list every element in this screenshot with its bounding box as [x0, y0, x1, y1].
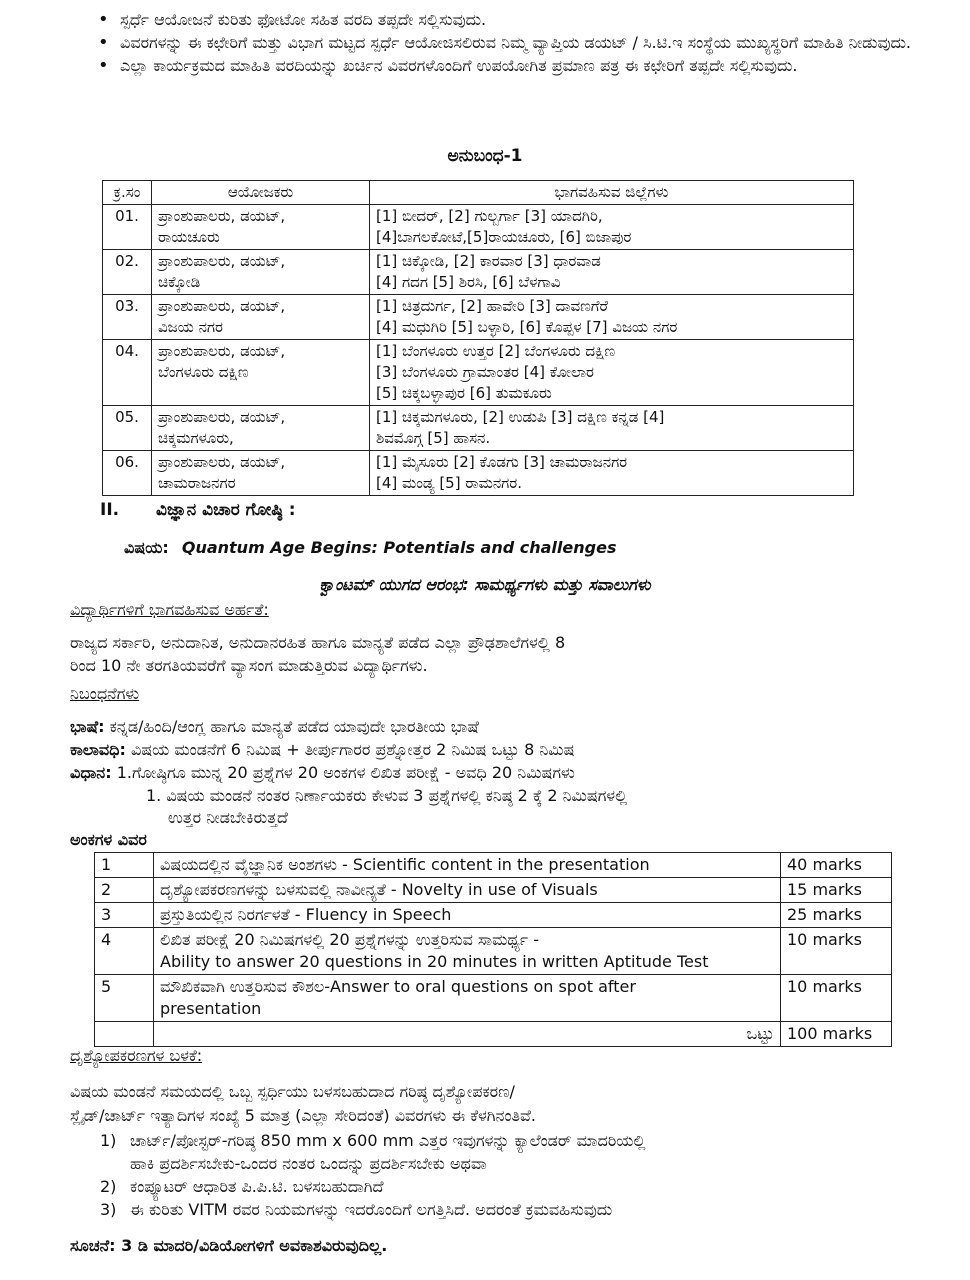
- method-rule: [70, 763, 575, 783]
- table-row: [103, 250, 854, 295]
- row-description: [154, 928, 781, 975]
- language-rule: [70, 717, 479, 737]
- duration-text: ವಿಷಯ ಮಂಡನೆಗೆ 6 ನಿಮಿಷ + ತೀರ್ಪುಗಾರರ ಪ್ರಶ್ನೋತ್ತರ 2 ನಿಮಿಷ ಒಟ್ಟು 8 ನಿಮಿಷ: [130, 740, 575, 759]
- marks-table: [94, 852, 892, 1047]
- row-serial: 3: [95, 903, 154, 928]
- eligibility-text-line: ರಾಜ್ಯದ ಸರ್ಕಾರಿ, ಅನುದಾನಿತ, ಅನುದಾನರಹಿತ ಹಾಗೂ ಮಾನ್ಯತೆ ಪಡೆದ ಎಲ್ಲಾ ಪ್ರೌಢಶಾಲೆಗಳಲ್ಲಿ 8: [70, 633, 566, 652]
- total-marks: 100 marks: [781, 1022, 892, 1047]
- organizer-line: ಪ್ರಾಂಶುಪಾಲರು, ಡಯಟ್,: [158, 297, 286, 315]
- duration-label: ಕಾಲಾವಧಿ:: [70, 740, 126, 759]
- eligibility-text-line: ರಿಂದ 10 ನೇ ತರಗತಿಯವರೆಗೆ ವ್ಯಾಸಂಗ ಮಾಡುತ್ತಿರುವ ವಿದ್ಯಾರ್ಥಿಗಳು.: [70, 656, 428, 675]
- row-description: [154, 975, 781, 1022]
- note-text: ಸೂಚನೆ: 3 ಡಿ ಮಾದರಿ/ವಿಡಿಯೋಗಳಿಗೆ ಅವಕಾಶವಿರುವುದಿಲ್ಲ.: [70, 1236, 388, 1255]
- intro-bullet: • ವಿವರಗಳನ್ನು ಈ ಕಛೇರಿಗೆ ಮತ್ತು ವಿಭಾಗ ಮಟ್ಟದ ಸ್ಪರ್ಧೆ ಆಯೋಜಿಸಲಿರುವ ನಿಮ್ಮ ವ್ಯಾಪ್ತಿಯ ಡಯಟ್ / ಸಿ.ಟಿ.ಇ ಸಂಸ್ಥೆಯ ಮುಖ್ಯಸ್ಥರಿಗೆ ಮಾಹಿತಿ ನೀಡುವುದು.: [90, 31, 920, 54]
- intro-bullet-list: [90, 8, 920, 77]
- visuals-item-number: 1): [100, 1131, 117, 1150]
- table-row: [95, 903, 892, 928]
- duration-rule: [70, 740, 574, 760]
- table-row: [103, 406, 854, 451]
- section-number: II.: [100, 500, 120, 520]
- visuals-item-line: ಈ ಕುರಿತು VITM ರವರ ನಿಯಮಗಳನ್ನು ಇದರೊಂದಿಗೆ ಲಗತ್ತಿಸಿದೆ. ಅದರಂತೆ ಕ್ರಮವಹಿಸುವುದು: [130, 1200, 613, 1219]
- district-line: [1] ಬೀದರ್, [2] ಗುಲ್ಬರ್ಗಾ [3] ಯಾದಗಿರಿ,: [376, 207, 603, 225]
- description-line: ಪ್ರಸ್ತುತಿಯಲ್ಲಿನ ನಿರರ್ಗಳತೆ - Fluency in Speech: [160, 905, 452, 924]
- row-organizer: [152, 295, 370, 340]
- district-line: [1] ಚಿಕ್ಕೋಡಿ, [2] ಕಾರವಾರ [3] ಧಾರವಾಡ: [376, 252, 601, 270]
- intro-bullet: • ಸ್ಪರ್ಧೆ ಆಯೋಜನೆ ಕುರಿತು ಫೋಟೋ ಸಹಿತ ವರದಿ ತಪ್ಪದೇ ಸಲ್ಲಿಸುವುದು.: [90, 8, 920, 31]
- organizer-line: ಪ್ರಾಂಶುಪಾಲರು, ಡಯಟ್,: [158, 453, 286, 471]
- rules-heading: ನಿಬಂಧನೆಗಳು: [70, 684, 140, 703]
- row-serial: 06.: [103, 451, 152, 496]
- annex-title: ಅನುಬಂಧ-1: [447, 146, 523, 166]
- col-header-serial: ಕ್ರ.ಸಂ: [103, 181, 152, 205]
- subject-kannada: ಕ್ವಾಂಟಮ್ ಯುಗದ ಆರಂಭ: ಸಾಮರ್ಥ್ಯಗಳು ಮತ್ತು ಸವಾಲುಗಳು: [319, 575, 651, 594]
- method-subpoint-line: ಉತ್ತರ ನೀಡಬೇಕಿರುತ್ತದೆ: [168, 808, 288, 827]
- visuals-heading: ದೃಶ್ಯೋಪಕರಣಗಳ ಬಳಕೆ:: [70, 1046, 203, 1065]
- row-serial: 4: [95, 928, 154, 975]
- organizer-line: ರಾಯಚೂರು: [158, 228, 220, 246]
- row-description: [154, 853, 781, 878]
- description-line: Ability to answer 20 questions in 20 minutes in written Aptitude Test: [160, 952, 709, 971]
- eligibility-heading: ವಿದ್ಯಾರ್ಥಿಗಳಿಗೆ ಭಾಗವಹಿಸುವ ಅರ್ಹತೆ:: [70, 600, 269, 619]
- district-line: [1] ಮೈಸೂರು [2] ಕೊಡಗು [3] ಚಾಮರಾಜನಗರ: [376, 453, 628, 471]
- row-marks: 10 marks: [781, 975, 892, 1022]
- district-line: [4]ಬಾಗಲಕೋಟೆ,[5]ರಾಯಚೂರು, [6] ಬಿಜಾಪುರ: [376, 228, 632, 246]
- district-line: [3] ಬೆಂಗಳೂರು ಗ್ರಾಮಾಂತರ [4] ಕೋಲಾರ: [376, 363, 594, 381]
- table-total-row: [95, 1022, 892, 1047]
- organizer-line: ಪ್ರಾಂಶುಪಾಲರು, ಡಯಟ್,: [158, 342, 286, 360]
- row-districts: [370, 250, 854, 295]
- total-label: ಒಟ್ಟು: [154, 1022, 781, 1047]
- row-description: [154, 903, 781, 928]
- annex-table: [102, 180, 854, 496]
- table-row: [95, 878, 892, 903]
- section-title: ವಿಜ್ಞಾನ ವಿಚಾರ ಗೋಷ್ಠಿ :: [156, 500, 296, 520]
- row-serial: 02.: [103, 250, 152, 295]
- organizer-line: ಪ್ರಾಂಶುಪಾಲರು, ಡಯಟ್,: [158, 252, 286, 270]
- col-header-districts: ಭಾಗವಹಿಸುವ ಜಿಲ್ಲೆಗಳು: [370, 181, 854, 205]
- row-serial: 2: [95, 878, 154, 903]
- description-line: ದೃಶ್ಯೋಪಕರಣಗಳನ್ನು ಬಳಸುವಲ್ಲಿ ನಾವೀನ್ಯತೆ - Novelty in use of Visuals: [160, 880, 598, 899]
- district-line: [4] ಮಂಡ್ಯ [5] ರಾಮನಗರ.: [376, 474, 522, 492]
- row-serial: 1: [95, 853, 154, 878]
- row-districts: [370, 340, 854, 406]
- visuals-intro-line: ಸ್ಲೈಡ್/ಚಾರ್ಟ್ ಇತ್ಯಾದಿಗಳ ಸಂಖ್ಯೆ 5 ಮಾತ್ರ (ಎಲ್ಲಾ ಸೇರಿದಂತೆ) ವಿವರಗಳು ಈ ಕೆಳಗಿನಂತಿವೆ.: [70, 1106, 537, 1125]
- row-marks: 25 marks: [781, 903, 892, 928]
- visuals-item-line: ಕಂಪ್ಯೂಟರ್ ಆಧಾರಿತ ಪಿ.ಪಿ.ಟಿ. ಬಳಸಬಹುದಾಗಿದೆ: [130, 1177, 384, 1196]
- description-line: ಲಿಖಿತ ಪರೀಕ್ಷೆ 20 ನಿಮಿಷಗಳಲ್ಲಿ 20 ಪ್ರಶ್ನೆಗಳನ್ನು ಉತ್ತರಿಸುವ ಸಾಮರ್ಥ್ಯ -: [160, 930, 539, 949]
- row-serial: 01.: [103, 205, 152, 250]
- table-row: [95, 975, 892, 1022]
- description-line: ಮೌಖಿಕವಾಗಿ ಉತ್ತರಿಸುವ ಕೌಶಲ-Answer to oral questions on spot after: [160, 977, 636, 996]
- organizer-line: ಪ್ರಾಂಶುಪಾಲರು, ಡಯಟ್,: [158, 207, 286, 225]
- visuals-intro-line: ವಿಷಯ ಮಂಡನೆ ಸಮಯದಲ್ಲಿ ಒಬ್ಬ ಸ್ಪರ್ಧಿಯು ಬಳಸಬಹುದಾದ ಗರಿಷ್ಠ ದೃಶ್ಯೋಪಕರಣ/: [70, 1082, 515, 1101]
- row-districts: [370, 295, 854, 340]
- row-serial: 04.: [103, 340, 152, 406]
- organizer-line: ಪ್ರಾಂಶುಪಾಲರು, ಡಯಟ್,: [158, 408, 286, 426]
- table-row: [95, 928, 892, 975]
- row-organizer: [152, 406, 370, 451]
- table-row: [103, 340, 854, 406]
- visuals-item-number: 3): [100, 1200, 117, 1219]
- row-serial: 03.: [103, 295, 152, 340]
- row-organizer: [152, 340, 370, 406]
- row-marks: 40 marks: [781, 853, 892, 878]
- description-line: ವಿಷಯದಲ್ಲಿನ ವೈಜ್ಞಾನಿಕ ಅಂಶಗಳು - Scientific content in the presentation: [160, 855, 650, 874]
- visuals-item-line: ಚಾರ್ಟ್/ಪೋಸ್ಟರ್-ಗರಿಷ್ಠ 850 mm x 600 mm ಎತ್ತರ ಇವುಗಳನ್ನು ಕ್ಯಾಲೆಂಡರ್ ಮಾದರಿಯಲ್ಲಿ: [130, 1131, 646, 1150]
- annex-table-header-row: [103, 181, 854, 205]
- language-text: ಕನ್ನಡ/ಹಿಂದಿ/ಆಂಗ್ಲ ಹಾಗೂ ಮಾನ್ಯತೆ ಪಡೆದ ಯಾವುದೇ ಭಾರತೀಯ ಭಾಷೆ: [109, 717, 479, 736]
- organizer-line: ಬೆಂಗಳೂರು ದಕ್ಷಿಣ: [158, 363, 249, 381]
- row-marks: 15 marks: [781, 878, 892, 903]
- organizer-line: ಚಿಕ್ಕೋಡಿ: [158, 273, 201, 291]
- table-row: [103, 205, 854, 250]
- district-line: [4] ಗದಗ [5] ಶಿರಸಿ, [6] ಬೆಳಗಾವಿ: [376, 273, 561, 291]
- organizer-line: ಚಾಮರಾಜನಗರ: [158, 474, 236, 492]
- row-organizer: [152, 250, 370, 295]
- method-text: 1.ಗೋಷ್ಠಿಗೂ ಮುನ್ನ 20 ಪ್ರಶ್ನೆಗಳ 20 ಅಂಕಗಳ ಲಿಖಿತ ಪರೀಕ್ಷೆ - ಅವಧಿ 20 ನಿಮಿಷಗಳು: [116, 763, 575, 782]
- table-row: [103, 451, 854, 496]
- subject-label: ವಿಷಯ:: [124, 538, 169, 557]
- marks-heading: ಅಂಕಗಳ ವಿವರ: [70, 830, 147, 849]
- table-row: [103, 295, 854, 340]
- language-label: ಭಾಷೆ:: [70, 717, 105, 736]
- row-organizer: [152, 205, 370, 250]
- district-line: ಶಿವಮೊಗ್ಗ [5] ಹಾಸನ.: [376, 429, 491, 447]
- row-districts: [370, 451, 854, 496]
- method-subpoint-line: 1. ವಿಷಯ ಮಂಡನೆ ನಂತರ ನಿರ್ಣಾಯಕರು ಕೇಳುವ 3 ಪ್ರಶ್ನೆಗಳಲ್ಲಿ ಕನಿಷ್ಠ 2 ಕ್ಕೆ 2 ನಿಮಿಷಗಳಲ್ಲಿ: [146, 786, 628, 805]
- method-label: ವಿಧಾನ:: [70, 763, 112, 782]
- organizer-line: ವಿಜಯ ನಗರ: [158, 318, 223, 336]
- row-description: [154, 878, 781, 903]
- row-serial: 05.: [103, 406, 152, 451]
- col-header-organizer: ಆಯೋಜಕರು: [152, 181, 370, 205]
- district-line: [4] ಮಧುಗಿರಿ [5] ಬಳ್ಳಾರಿ, [6] ಕೊಪ್ಪಳ [7] ವಿಜಯ ನಗರ: [376, 318, 678, 336]
- district-line: [1] ಬೆಂಗಳೂರು ಉತ್ತರ [2] ಬೆಂಗಳೂರು ದಕ್ಷಿಣ: [376, 342, 616, 360]
- row-districts: [370, 205, 854, 250]
- district-line: [5] ಚಿಕ್ಕಬಳ್ಳಾಪುರ [6] ತುಮಕೂರು: [376, 384, 552, 402]
- district-line: [1] ಚಿತ್ರದುರ್ಗ, [2] ಹಾವೇರಿ [3] ದಾವಣಗೆರೆ: [376, 297, 609, 315]
- row-districts: [370, 406, 854, 451]
- subject-line: [124, 538, 616, 558]
- row-serial: 5: [95, 975, 154, 1022]
- intro-bullet: • ಎಲ್ಲಾ ಕಾರ್ಯಕ್ರಮದ ಮಾಹಿತಿ ವರದಿಯನ್ನು ಖರ್ಚಿನ ವಿವರಗಳೊಂದಿಗೆ ಉಪಯೋಗಿತ ಪ್ರಮಾಣ ಪತ್ರ ಈ ಕಛೇರಿಗೆ ತಪ್ಪದೇ ಸಲ್ಲಿಸುವುದು.: [90, 54, 920, 77]
- description-line: presentation: [160, 999, 262, 1018]
- visuals-item-number: 2): [100, 1177, 117, 1196]
- row-organizer: [152, 451, 370, 496]
- total-empty-cell: [95, 1022, 154, 1047]
- district-line: [1] ಚಿಕ್ಕಮಗಳೂರು, [2] ಉಡುಪಿ [3] ದಕ್ಷಿಣ ಕನ್ನಡ [4]: [376, 408, 665, 426]
- visuals-item-line: ಹಾಕಿ ಪ್ರದರ್ಶಿಸಬೇಕು-ಒಂದರ ನಂತರ ಒಂದನ್ನು ಪ್ರದರ್ಶಿಸಬೇಕು ಅಥವಾ: [130, 1154, 487, 1173]
- subject-english: Quantum Age Begins: Potentials and challenges: [181, 538, 617, 557]
- row-marks: 10 marks: [781, 928, 892, 975]
- table-row: [95, 853, 892, 878]
- organizer-line: ಚಿಕ್ಕಮಗಳೂರು,: [158, 429, 234, 447]
